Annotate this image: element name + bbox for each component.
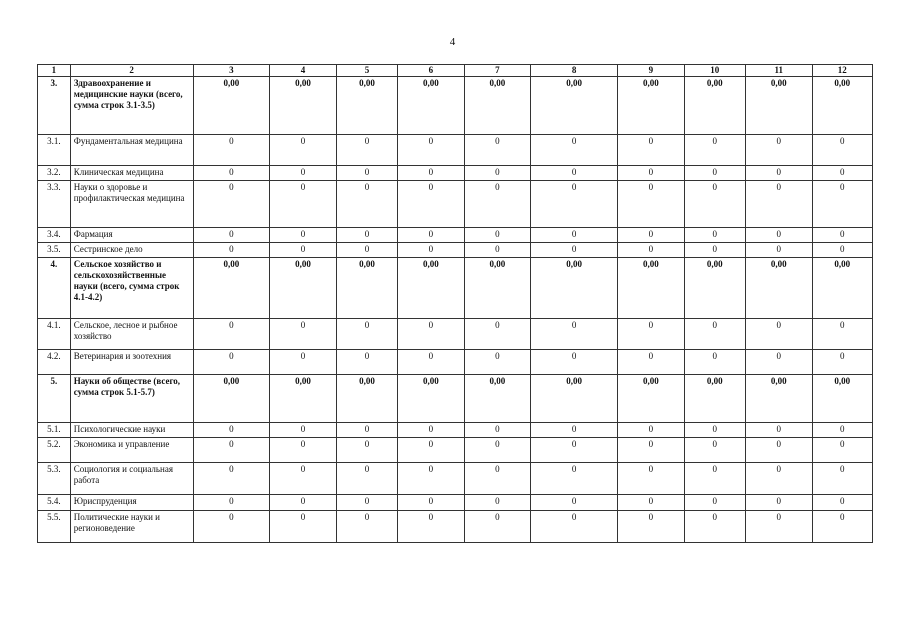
cell-value: 0 [746, 495, 813, 511]
row-number: 5.3. [38, 463, 71, 495]
cell-value: 0 [684, 243, 745, 258]
cell-value: 0 [746, 181, 813, 228]
cell-value: 0 [193, 438, 270, 463]
cell-value: 0 [193, 511, 270, 543]
cell-value: 0 [618, 423, 685, 438]
cell-value: 0 [464, 511, 531, 543]
cell-value: 0 [812, 423, 873, 438]
cell-value: 0 [270, 511, 337, 543]
cell-value: 0 [531, 228, 618, 243]
cell-value: 0 [336, 438, 397, 463]
cell-value: 0 [531, 181, 618, 228]
cell-value: 0 [398, 511, 465, 543]
cell-value: 0 [618, 495, 685, 511]
cell-value: 0 [812, 181, 873, 228]
table-row [38, 135, 873, 166]
cell-value: 0 [270, 495, 337, 511]
cell-value: 0,00 [531, 375, 618, 423]
column-header: 10 [684, 65, 745, 77]
column-header: 1 [38, 65, 71, 77]
table-row [38, 438, 873, 463]
cell-value: 0 [618, 166, 685, 181]
row-number: 4. [38, 258, 71, 319]
cell-value: 0 [336, 181, 397, 228]
table-header-row [38, 65, 873, 77]
cell-value: 0 [336, 135, 397, 166]
cell-value: 0,00 [684, 258, 745, 319]
cell-value: 0 [193, 350, 270, 375]
row-number: 4.2. [38, 350, 71, 375]
cell-value: 0 [746, 135, 813, 166]
row-number: 5.1. [38, 423, 71, 438]
cell-value: 0,00 [531, 258, 618, 319]
cell-value: 0 [193, 495, 270, 511]
cell-value: 0 [684, 350, 745, 375]
cell-value: 0,00 [270, 375, 337, 423]
row-number: 3.3. [38, 181, 71, 228]
cell-value: 0 [464, 181, 531, 228]
cell-value: 0,00 [812, 258, 873, 319]
cell-value: 0 [684, 463, 745, 495]
cell-value: 0 [531, 319, 618, 350]
cell-value: 0,00 [618, 77, 685, 135]
cell-value: 0 [746, 228, 813, 243]
row-name: Политические науки и регионоведение [70, 511, 193, 543]
row-number: 5.5. [38, 511, 71, 543]
table-row [38, 228, 873, 243]
table-row [38, 77, 873, 135]
cell-value: 0 [270, 423, 337, 438]
cell-value: 0 [618, 243, 685, 258]
cell-value: 0,00 [531, 77, 618, 135]
cell-value: 0 [398, 181, 465, 228]
data-table [37, 64, 873, 543]
cell-value: 0 [398, 495, 465, 511]
cell-value: 0 [812, 463, 873, 495]
cell-value: 0 [746, 423, 813, 438]
row-name: Фармация [70, 228, 193, 243]
cell-value: 0 [531, 135, 618, 166]
row-number: 3.4. [38, 228, 71, 243]
cell-value: 0 [684, 319, 745, 350]
cell-value: 0 [464, 350, 531, 375]
cell-value: 0 [193, 423, 270, 438]
cell-value: 0 [270, 135, 337, 166]
cell-value: 0 [746, 350, 813, 375]
column-header: 2 [70, 65, 193, 77]
row-number: 4.1. [38, 319, 71, 350]
column-header: 8 [531, 65, 618, 77]
cell-value: 0 [464, 319, 531, 350]
cell-value: 0 [746, 243, 813, 258]
cell-value: 0,00 [746, 375, 813, 423]
cell-value: 0 [618, 135, 685, 166]
cell-value: 0 [684, 423, 745, 438]
cell-value: 0,00 [464, 77, 531, 135]
cell-value: 0 [270, 319, 337, 350]
column-header: 6 [398, 65, 465, 77]
cell-value: 0 [531, 350, 618, 375]
cell-value: 0 [464, 495, 531, 511]
cell-value: 0 [398, 319, 465, 350]
cell-value: 0,00 [684, 77, 745, 135]
cell-value: 0 [746, 438, 813, 463]
cell-value: 0 [270, 463, 337, 495]
row-name: Психологические науки [70, 423, 193, 438]
cell-value: 0 [270, 243, 337, 258]
cell-value: 0 [531, 166, 618, 181]
cell-value: 0 [812, 511, 873, 543]
cell-value: 0 [618, 511, 685, 543]
cell-value: 0 [618, 350, 685, 375]
cell-value: 0,00 [270, 77, 337, 135]
cell-value: 0 [336, 166, 397, 181]
cell-value: 0 [270, 166, 337, 181]
cell-value: 0 [812, 495, 873, 511]
cell-value: 0 [193, 463, 270, 495]
cell-value: 0 [270, 228, 337, 243]
column-header: 9 [618, 65, 685, 77]
cell-value: 0 [193, 228, 270, 243]
cell-value: 0 [531, 463, 618, 495]
cell-value: 0,00 [336, 258, 397, 319]
row-name: Ветеринария и зоотехния [70, 350, 193, 375]
cell-value: 0 [398, 438, 465, 463]
row-name: Сельское хозяйство и сельскохозяйственные науки (всего, сумма строк 4.1-4.2) [70, 258, 193, 319]
table-row [38, 495, 873, 511]
column-header: 7 [464, 65, 531, 77]
cell-value: 0 [464, 438, 531, 463]
row-number: 5.2. [38, 438, 71, 463]
cell-value: 0 [398, 423, 465, 438]
column-header: 11 [746, 65, 813, 77]
cell-value: 0 [812, 319, 873, 350]
cell-value: 0 [812, 228, 873, 243]
cell-value: 0 [746, 319, 813, 350]
row-number: 3.1. [38, 135, 71, 166]
row-name: Фундаментальная медицина [70, 135, 193, 166]
row-name: Экономика и управление [70, 438, 193, 463]
cell-value: 0,00 [618, 258, 685, 319]
row-number: 3.2. [38, 166, 71, 181]
page-number: 4 [449, 36, 456, 48]
row-name: Науки о здоровье и профилактическая медицина [70, 181, 193, 228]
cell-value: 0 [398, 243, 465, 258]
cell-value: 0 [336, 228, 397, 243]
table-row [38, 243, 873, 258]
table-row [38, 463, 873, 495]
table-row [38, 166, 873, 181]
cell-value: 0 [464, 463, 531, 495]
cell-value: 0 [398, 350, 465, 375]
cell-value: 0 [684, 495, 745, 511]
row-number: 5.4. [38, 495, 71, 511]
cell-value: 0 [270, 350, 337, 375]
table-row [38, 319, 873, 350]
column-header: 3 [193, 65, 270, 77]
row-name: Социология и социальная работа [70, 463, 193, 495]
cell-value: 0 [531, 243, 618, 258]
cell-value: 0,00 [398, 258, 465, 319]
cell-value: 0 [684, 438, 745, 463]
cell-value: 0 [746, 511, 813, 543]
cell-value: 0 [464, 423, 531, 438]
table-row [38, 350, 873, 375]
cell-value: 0 [812, 135, 873, 166]
cell-value: 0 [618, 463, 685, 495]
cell-value: 0,00 [684, 375, 745, 423]
cell-value: 0 [398, 135, 465, 166]
column-header: 12 [812, 65, 873, 77]
cell-value: 0,00 [336, 77, 397, 135]
cell-value: 0,00 [270, 258, 337, 319]
cell-value: 0 [618, 319, 685, 350]
cell-value: 0,00 [746, 258, 813, 319]
row-name: Клиническая медицина [70, 166, 193, 181]
cell-value: 0 [193, 243, 270, 258]
cell-value: 0 [336, 243, 397, 258]
row-number: 3. [38, 77, 71, 135]
cell-value: 0,00 [398, 77, 465, 135]
cell-value: 0 [618, 228, 685, 243]
cell-value: 0,00 [398, 375, 465, 423]
table-row [38, 258, 873, 319]
cell-value: 0 [398, 166, 465, 181]
cell-value: 0 [193, 135, 270, 166]
cell-value: 0,00 [746, 77, 813, 135]
cell-value: 0 [812, 243, 873, 258]
cell-value: 0 [618, 181, 685, 228]
cell-value: 0 [684, 166, 745, 181]
cell-value: 0,00 [464, 375, 531, 423]
cell-value: 0 [336, 423, 397, 438]
cell-value: 0,00 [193, 375, 270, 423]
cell-value: 0 [336, 463, 397, 495]
cell-value: 0,00 [336, 375, 397, 423]
table-row [38, 423, 873, 438]
column-header: 5 [336, 65, 397, 77]
cell-value: 0 [464, 243, 531, 258]
table-row [38, 511, 873, 543]
cell-value: 0 [336, 511, 397, 543]
cell-value: 0 [336, 495, 397, 511]
cell-value: 0 [193, 319, 270, 350]
cell-value: 0,00 [193, 258, 270, 319]
row-number: 3.5. [38, 243, 71, 258]
row-name: Юриспруденция [70, 495, 193, 511]
cell-value: 0 [618, 438, 685, 463]
cell-value: 0 [270, 438, 337, 463]
cell-value: 0 [812, 166, 873, 181]
row-name: Сельское, лесное и рыбное хозяйство [70, 319, 193, 350]
cell-value: 0 [464, 228, 531, 243]
cell-value: 0 [746, 463, 813, 495]
cell-value: 0,00 [812, 375, 873, 423]
cell-value: 0,00 [812, 77, 873, 135]
cell-value: 0 [531, 423, 618, 438]
cell-value: 0,00 [193, 77, 270, 135]
cell-value: 0 [193, 166, 270, 181]
row-name: Науки об обществе (всего, сумма строк 5.1-5.7) [70, 375, 193, 423]
table-row [38, 181, 873, 228]
cell-value: 0 [684, 511, 745, 543]
row-number: 5. [38, 375, 71, 423]
cell-value: 0 [531, 495, 618, 511]
row-name: Сестринское дело [70, 243, 193, 258]
cell-value: 0 [336, 350, 397, 375]
cell-value: 0 [812, 438, 873, 463]
column-header: 4 [270, 65, 337, 77]
cell-value: 0 [398, 463, 465, 495]
cell-value: 0 [464, 135, 531, 166]
cell-value: 0 [531, 511, 618, 543]
cell-value: 0 [336, 319, 397, 350]
cell-value: 0 [684, 181, 745, 228]
row-name: Здравоохранение и медицинские науки (всего, сумма строк 3.1-3.5) [70, 77, 193, 135]
cell-value: 0 [531, 438, 618, 463]
cell-value: 0,00 [618, 375, 685, 423]
cell-value: 0 [398, 228, 465, 243]
cell-value: 0 [684, 135, 745, 166]
cell-value: 0 [812, 350, 873, 375]
cell-value: 0 [270, 181, 337, 228]
cell-value: 0,00 [464, 258, 531, 319]
table-row [38, 375, 873, 423]
cell-value: 0 [464, 166, 531, 181]
cell-value: 0 [684, 228, 745, 243]
cell-value: 0 [193, 181, 270, 228]
cell-value: 0 [746, 166, 813, 181]
